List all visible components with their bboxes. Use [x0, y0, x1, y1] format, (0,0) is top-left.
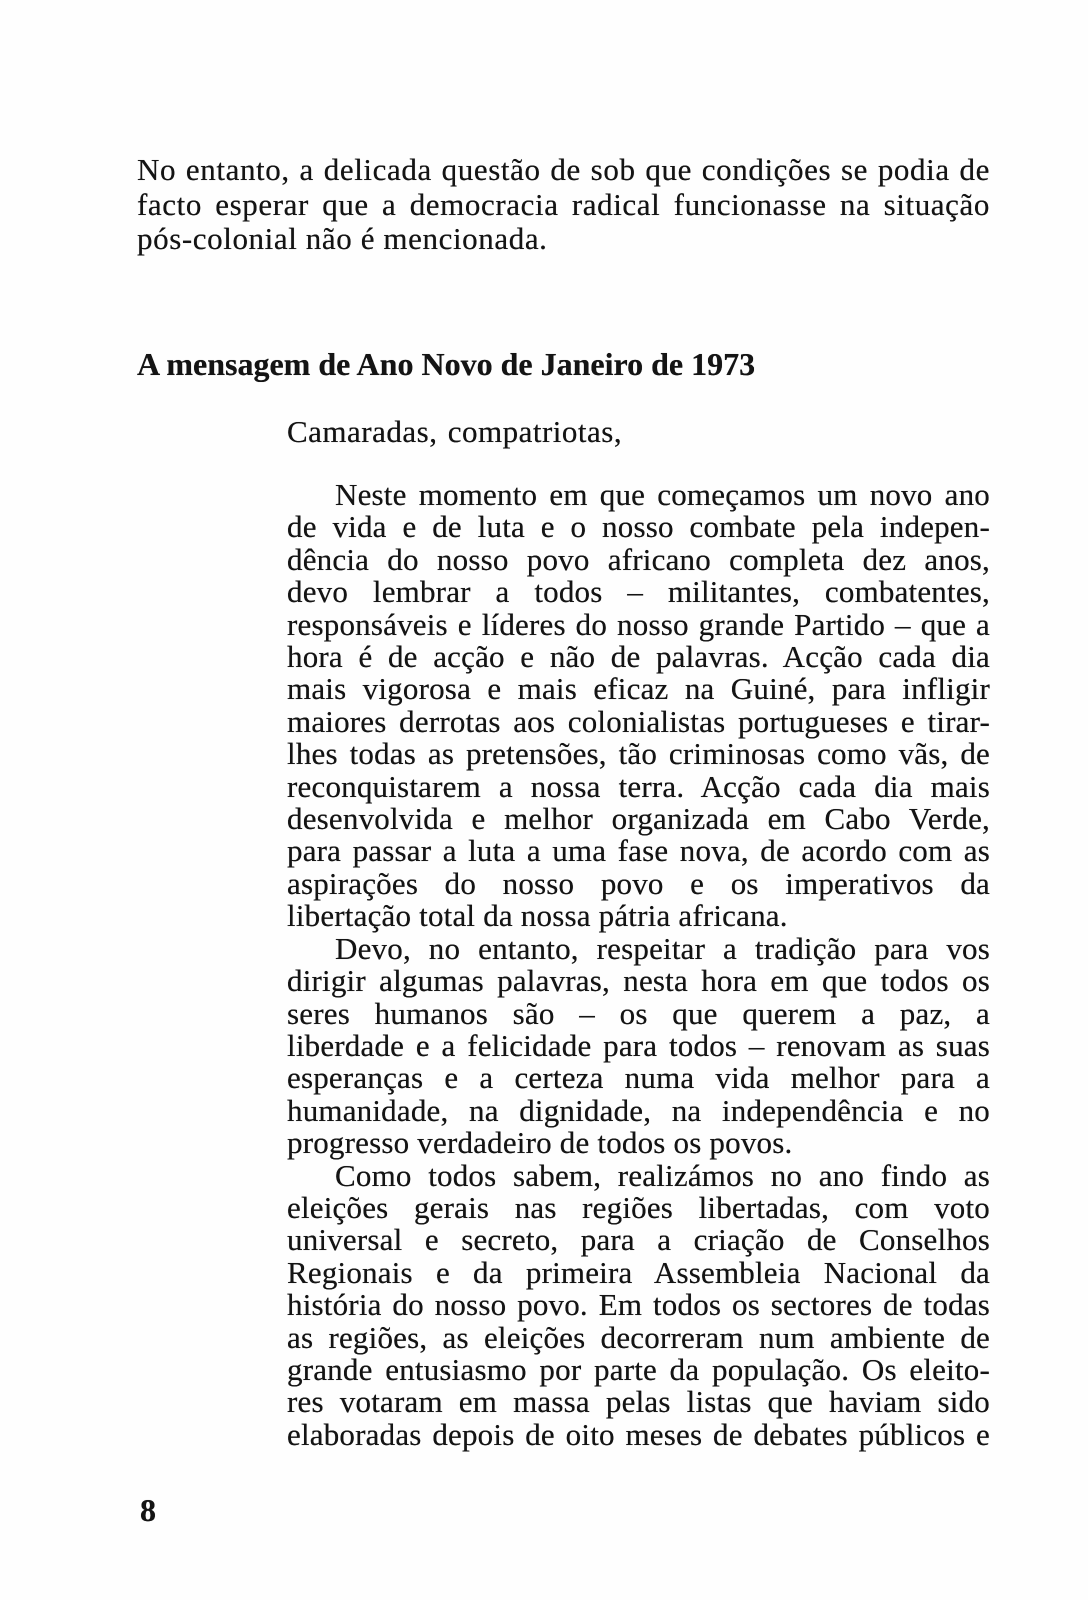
text-line: libertação total da nossa pátria africana. — [287, 898, 788, 934]
text-line: responsáveis e líderes do nosso grande Partido – que a — [287, 606, 990, 642]
text-line: liberdade e a felicidade para todos – renovam as suas — [287, 1027, 990, 1063]
text-line: pós-colonial não é mencionada. — [137, 221, 548, 256]
text-line: seres humanos são – os que querem a paz, a — [287, 995, 990, 1031]
text-line: Neste momento em que começamos um novo ano — [335, 477, 990, 512]
body-paragraph — [287, 479, 990, 933]
body-paragraph — [287, 1157, 990, 1452]
text-line: progresso verdadeiro de todos os povos. — [287, 1125, 793, 1161]
text-line: Devo, no entanto, respeitar a tradição para vos — [335, 930, 990, 966]
page-number: 8 — [140, 1492, 156, 1528]
text-line: eleições gerais nas regiões libertadas, com voto — [287, 1189, 990, 1225]
intro-paragraph — [137, 153, 990, 257]
text-line: história do nosso povo. Em todos os sectores de todas — [287, 1287, 990, 1323]
letter-body — [287, 479, 990, 1451]
text-line: No entanto, a delicada questão de sob que condições se podia de — [137, 152, 990, 187]
salutation: Camaradas, compatriotas, — [287, 414, 623, 449]
text-line: aspirações do nosso povo e os imperativos da — [287, 865, 990, 901]
text-line: mais vigorosa e mais eficaz na Guiné, para infligir — [287, 671, 990, 707]
text-line: desenvolvida e melhor organizada em Cabo Verde, — [287, 801, 990, 837]
text-line: elaboradas depois de oito meses de debates públicos e — [287, 1416, 990, 1452]
text-line: Regionais e da primeira Assembleia Nacional da — [287, 1254, 990, 1290]
body-paragraph — [287, 930, 990, 1161]
text-line: para passar a luta a uma fase nova, de acordo com as — [287, 833, 990, 869]
text-line: lhes todas as pretensões, tão criminosas como vãs, de — [287, 736, 990, 772]
text-line: res votaram em massa pelas listas que haviam sido — [287, 1384, 990, 1420]
text-line: hora é de acção e não de palavras. Acção cada dia — [287, 639, 990, 675]
text-line: Como todos sabem, realizámos no ano findo as — [335, 1157, 990, 1193]
text-line: maiores derrotas aos colonialistas portugueses e tirar- — [287, 703, 990, 739]
text-line: dirigir algumas palavras, nesta hora em que todos os — [287, 963, 990, 999]
text-line: devo lembrar a todos – militantes, combatentes, — [287, 574, 990, 610]
text-line: universal e secreto, para a criação de Conselhos — [287, 1222, 990, 1258]
text-line: de vida e de luta e o nosso combate pela indepen- — [287, 509, 990, 545]
text-line: reconquistarem a nossa terra. Acção cada dia mais — [287, 768, 990, 804]
section-heading: A mensagem de Ano Novo de Janeiro de 1973 — [137, 346, 756, 382]
text-line: grande entusiasmo por parte da população. Os eleito- — [287, 1351, 990, 1387]
text-line: as regiões, as eleições decorreram num ambiente de — [287, 1319, 990, 1355]
text-line: dência do nosso povo africano completa dez anos, — [287, 541, 990, 577]
text-line: humanidade, na dignidade, na independência e no — [287, 1092, 990, 1128]
text-line: facto esperar que a democracia radical funcionasse na situação — [137, 186, 990, 222]
text-line: esperanças e a certeza numa vida melhor para a — [287, 1060, 990, 1096]
